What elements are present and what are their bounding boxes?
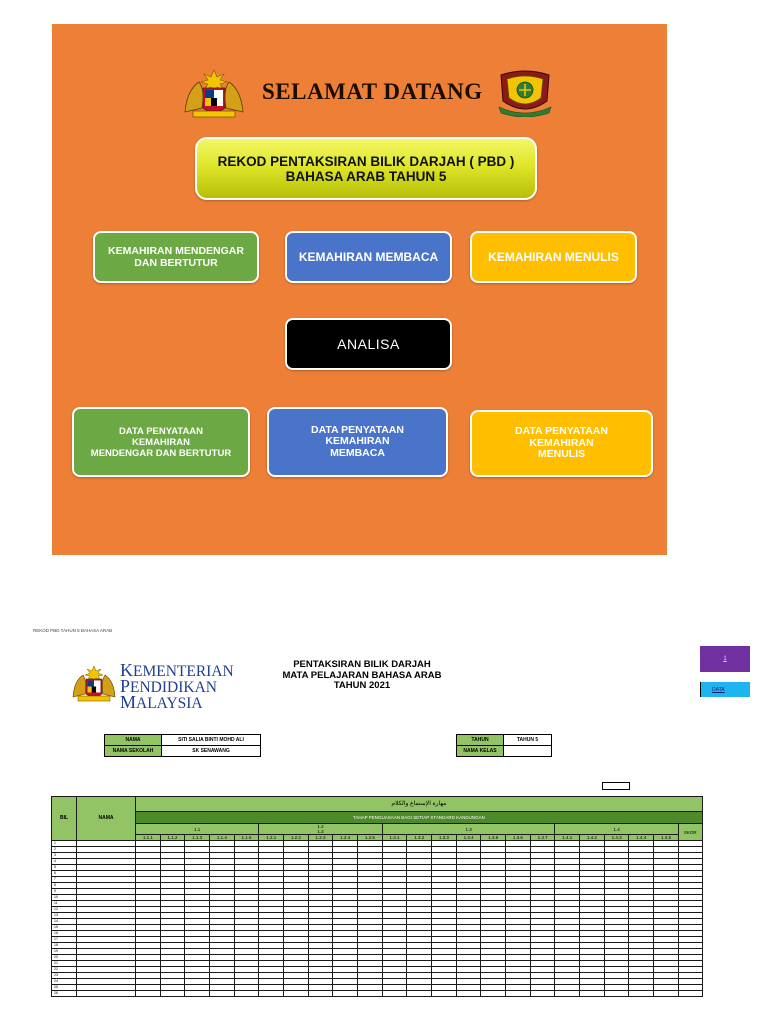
row-number: 7 [52, 877, 77, 883]
kemahiran-mendengar-button[interactable] [93, 231, 259, 283]
standard-code-header: 1.1.3 [185, 835, 210, 841]
score-cell[interactable] [604, 991, 629, 997]
standard-code-header: 1.2.3 [308, 835, 333, 841]
score-cell[interactable] [407, 991, 432, 997]
standard-code-header: 1.1.1 [136, 835, 161, 841]
row-number: 17 [52, 937, 77, 943]
row-number: 22 [52, 967, 77, 973]
standard-group-header: 1.1 [136, 824, 259, 835]
info-row [457, 746, 552, 757]
row-number: 11 [52, 901, 77, 907]
score-cell[interactable] [629, 991, 654, 997]
info-value[interactable]: SK SENAWANG [162, 746, 261, 757]
row-number: 24 [52, 979, 77, 985]
score-cell[interactable] [481, 991, 506, 997]
kemahiran-membaca-label: KEMAHIRAN MEMBACA [298, 250, 439, 264]
kemahiran-membaca-button[interactable] [285, 231, 452, 283]
data-penyataan-membaca-button[interactable] [267, 407, 448, 477]
standard-code-header: 1.2.1 [259, 835, 284, 841]
score-cell[interactable] [160, 991, 185, 997]
row-number: 6 [52, 871, 77, 877]
data-link-button[interactable] [700, 682, 750, 697]
row-number: 13 [52, 913, 77, 919]
standard-group-header: 1.3 [382, 824, 555, 835]
standard-group-header: 1.2 1.3 [259, 824, 382, 835]
col-nama-header: NAMA [77, 797, 136, 841]
standard-code-header: 1.4.4 [629, 835, 654, 841]
kpm-line-1: KEMENTERIAN [120, 660, 234, 680]
kemahiran-menulis-button[interactable] [470, 231, 637, 283]
kemahiran-mendengar-label: KEMAHIRAN MENDENGAR DAN BERTUTUR [108, 245, 244, 269]
kpm-line-2: PENDIDIKAN [120, 676, 217, 696]
grid-header-row [52, 797, 703, 812]
standard-code-header: 1.1.5 [234, 835, 259, 841]
class-info-table [456, 734, 552, 757]
info-value[interactable]: SITI SALIA BINTI MOHD ALI [162, 735, 261, 746]
standard-code-header: 1.4.2 [580, 835, 605, 841]
standard-code-header: 1.3.5 [481, 835, 506, 841]
row-number: 10 [52, 895, 77, 901]
score-cell[interactable] [259, 991, 284, 997]
row-number: 5 [52, 865, 77, 871]
score-cell[interactable] [456, 991, 481, 997]
row-number: 1 [52, 841, 77, 847]
standard-code-header: 1.2.4 [333, 835, 358, 841]
standard-code-header: 1.4.1 [555, 835, 580, 841]
info-label: NAMA [105, 735, 162, 746]
info-label: TAHUN [457, 735, 504, 746]
row-number: 25 [52, 985, 77, 991]
score-cell[interactable] [432, 991, 457, 997]
standard-code-header: 1.3.2 [407, 835, 432, 841]
score-cell[interactable] [530, 991, 555, 997]
kemahiran-menulis-label: KEMAHIRAN MENULIS [488, 250, 619, 264]
title-text: REKOD PENTAKSIRAN BILIK DARJAH ( PBD ) BAHASA ARAB TAHUN 5 [217, 153, 515, 184]
info-row [105, 746, 261, 757]
score-cell[interactable] [136, 991, 161, 997]
score-cell[interactable] [333, 991, 358, 997]
grid-header-row [52, 812, 703, 824]
col-bil-header: BIL [52, 797, 77, 841]
col-skor-header: SKOR [678, 824, 702, 841]
sheet-title-line-2: MATA PELAJARAN BAHASA ARAB [282, 669, 442, 681]
skill-title-header: مهارة الإستماع والكلام [136, 797, 703, 812]
row-number: 15 [52, 925, 77, 931]
row-number: 21 [52, 961, 77, 967]
row-number: 20 [52, 955, 77, 961]
info-value[interactable]: TAHUN 5 [504, 735, 552, 746]
info-label: NAMA SEKOLAH [105, 746, 162, 757]
student-info-table [104, 734, 261, 757]
info-row [105, 735, 261, 746]
standard-code-header: 1.4.3 [604, 835, 629, 841]
row-number: 12 [52, 907, 77, 913]
standard-code-header: 1.3.3 [432, 835, 457, 841]
data-penyataan-mendengar-label: DATA PENYATAAN KEMAHIRAN MENDENGAR DAN BERTUTUR [90, 425, 232, 459]
student-name-cell[interactable] [77, 991, 136, 997]
analisa-label: ANALISA [337, 336, 400, 352]
score-cell[interactable] [284, 991, 309, 997]
standard-code-header: 1.2.2 [284, 835, 309, 841]
data-penyataan-menulis-button[interactable] [470, 410, 653, 477]
standard-code-header: 1.2.5 [358, 835, 383, 841]
tahap-title-header: TAHAP PENGUASAAN BAGI SETIAP STANDARD KANDUNGAN [136, 812, 703, 824]
sheet-caption: REKOD PBD TAHUN 5 BAHASA ARAB [33, 628, 113, 633]
malaysia-crest-icon [181, 68, 247, 120]
info-row [457, 735, 552, 746]
analisa-button[interactable] [285, 318, 452, 370]
info-value[interactable] [504, 746, 552, 757]
nav-link-label: 1 [723, 656, 727, 662]
nav-link-button[interactable] [700, 646, 750, 672]
row-number: 2 [52, 847, 77, 853]
row-number: 18 [52, 943, 77, 949]
school-crest-icon [497, 67, 553, 117]
grid-header-row [52, 824, 703, 835]
row-number: 4 [52, 859, 77, 865]
standard-group-header: 1.4 [555, 824, 678, 835]
standard-code-header: 1.3.4 [456, 835, 481, 841]
kpm-wordmark [120, 660, 234, 712]
row-number: 19 [52, 949, 77, 955]
score-cell[interactable] [185, 991, 210, 997]
data-link-label: DATA [712, 686, 725, 693]
score-cell[interactable] [580, 991, 605, 997]
title-banner [195, 137, 537, 200]
sheet-title [262, 660, 462, 692]
sheet-title-line-1: PENTAKSIRAN BILIK DARJAH [293, 659, 431, 670]
table-row [52, 991, 703, 997]
row-number: 16 [52, 931, 77, 937]
standard-code-header: 1.4.5 [654, 835, 679, 841]
data-penyataan-mendengar-button[interactable] [72, 407, 250, 477]
empty-cell-box[interactable] [602, 782, 630, 790]
row-number: 3 [52, 853, 77, 859]
score-cell[interactable] [358, 991, 383, 997]
score-cell[interactable] [382, 991, 407, 997]
score-cell[interactable] [555, 991, 580, 997]
assessment-grid [51, 796, 703, 997]
data-penyataan-menulis-label: DATA PENYATAAN KEMAHIRAN MENULIS [515, 425, 608, 461]
score-cell[interactable] [506, 991, 531, 997]
kpm-crest-icon [70, 665, 118, 703]
standard-code-header: 1.1.2 [160, 835, 185, 841]
standard-code-header: 1.3.1 [382, 835, 407, 841]
standard-code-header: 1.1.4 [210, 835, 235, 841]
row-number: 8 [52, 883, 77, 889]
score-cell[interactable] [654, 991, 679, 997]
welcome-heading: SELAMAT DATANG [262, 79, 483, 104]
standard-code-header: 1.3.6 [506, 835, 531, 841]
row-number: 23 [52, 973, 77, 979]
skor-cell[interactable] [678, 991, 702, 997]
row-number: 14 [52, 919, 77, 925]
score-cell[interactable] [308, 991, 333, 997]
score-cell[interactable] [210, 991, 235, 997]
data-penyataan-membaca-label: DATA PENYATAAN KEMAHIRAN MEMBACA [311, 423, 404, 459]
row-number: 26 [52, 991, 77, 997]
row-number: 9 [52, 889, 77, 895]
score-cell[interactable] [234, 991, 259, 997]
info-label: NAMA KELAS [457, 746, 504, 757]
standard-code-header: 1.3.7 [530, 835, 555, 841]
kpm-line-3: MALAYSIA [120, 692, 203, 712]
sheet-title-line-3: TAHUN 2021 [333, 680, 391, 691]
